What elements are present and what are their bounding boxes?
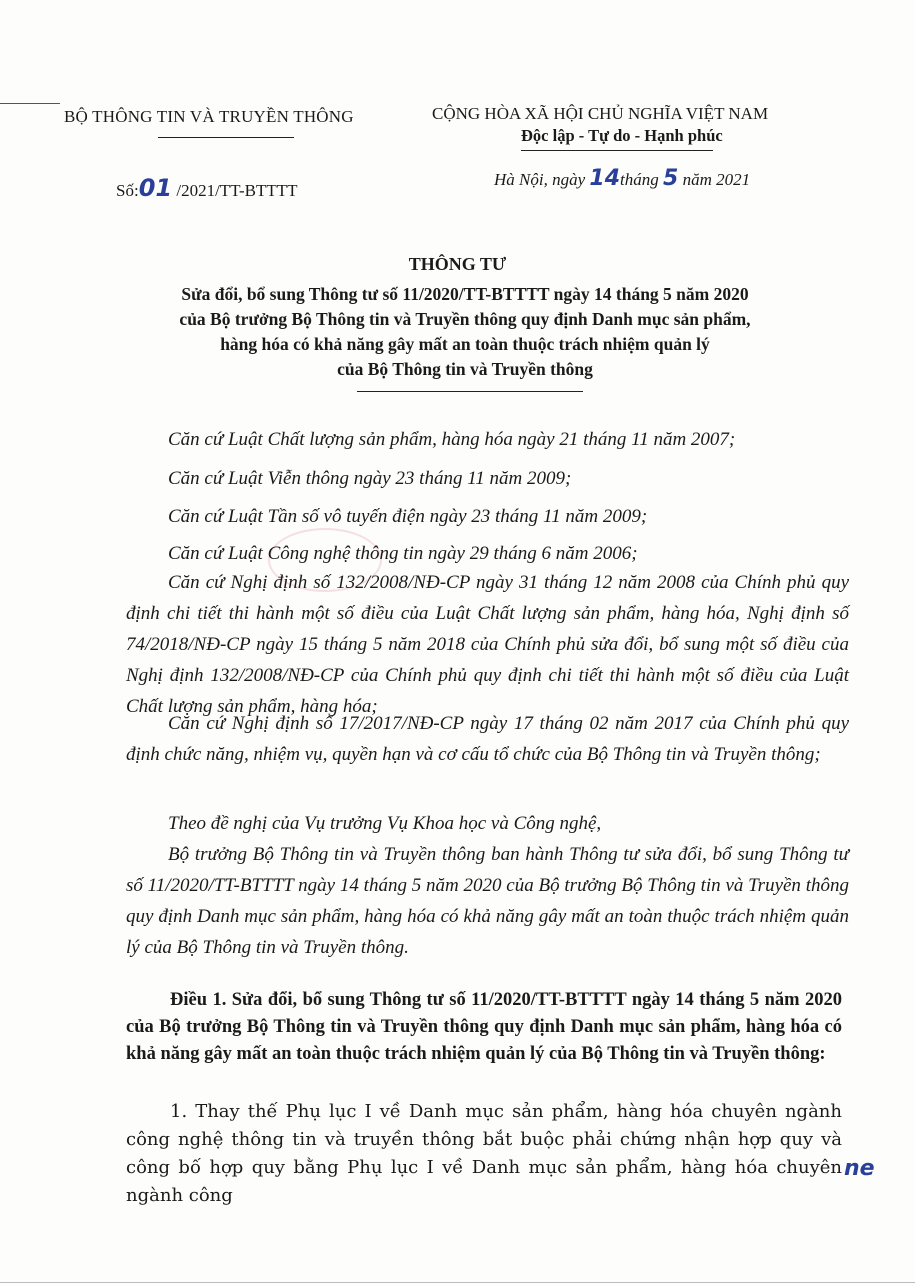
preamble-item: Căn cứ Nghị định số 132/2008/NĐ-CP ngày 31 tháng 12 năm 2008 của Chính phủ quy định chi tiết thi hành một số điều của Luật Chất lượng sản phẩm, hàng hóa, Nghị định số 74/2018/NĐ-CP ngày 15 tháng 5 năm 2018 của Chính phủ sửa đổi, bổ sung một số điều của Nghị định 132/2008/NĐ-CP của Chính phủ quy định chi tiết thi hành một số điều của Luật Chất lượng sản phẩm, hàng hóa; bbox=[126, 572, 849, 717]
preamble-item: Căn cứ Luật Chất lượng sản phẩm, hàng hóa ngày 21 tháng 11 năm 2007; bbox=[168, 429, 736, 450]
preamble-item: Căn cứ Luật Tần số vô tuyến điện ngày 23 tháng 11 năm 2009; bbox=[168, 506, 648, 527]
subject-line: của Bộ Thông tin và Truyền thông bbox=[337, 359, 593, 379]
document-type: THÔNG TƯ bbox=[408, 254, 507, 274]
article-1-heading: Điều 1. Sửa đổi, bổ sung Thông tư số 11/2020/TT-BTTTT ngày 14 tháng 5 năm 2020 của Bộ trưởng Bộ Thông tin và Truyền thông quy định Danh mục sản phẩm, hàng hóa có khả năng gây mất an toàn thuộc trách nhiệm quản lý của Bộ Thông tin và Truyền thông: bbox=[126, 990, 842, 1064]
motto-underline bbox=[521, 150, 713, 151]
document-subject bbox=[120, 282, 810, 382]
preamble-item: Căn cứ Luật Viễn thông ngày 23 tháng 11 năm 2009; bbox=[168, 468, 572, 489]
doc-number-suffix: /2021/TT-BTTTT bbox=[176, 181, 298, 200]
place-and-date bbox=[494, 166, 750, 191]
doc-number-handwritten: 01 bbox=[138, 174, 173, 202]
subject-line: của Bộ trưởng Bộ Thông tin và Truyền thông quy định Danh mục sản phẩm, bbox=[179, 309, 751, 329]
preamble-item: Căn cứ Luật Công nghệ thông tin ngày 29 tháng 6 năm 2006; bbox=[168, 543, 638, 564]
national-motto: Độc lập - Tự do - Hạnh phúc bbox=[521, 126, 723, 145]
issuing-agency: BỘ THÔNG TIN VÀ TRUYỀN THÔNG bbox=[64, 107, 354, 126]
preamble-item: Bộ trưởng Bộ Thông tin và Truyền thông ban hành Thông tư sửa đổi, bổ sung Thông tư số 11/2020/TT-BTTTT ngày 14 tháng 5 năm 2020 của Bộ trưởng Bộ Thông tin và Truyền thông quy định Danh mục sản phẩm, hàng hóa có khả năng gây mất an toàn thuộc trách nhiệm quản lý của Bộ Thông tin và Truyền thông. bbox=[126, 844, 849, 958]
document-number bbox=[116, 174, 298, 202]
article-1-clause-1: 1. Thay thế Phụ lục I về Danh mục sản phẩm, hàng hóa chuyên ngành công nghệ thông tin và truyền thông bắt buộc phải chứng nhận hợp quy và công bố hợp quy bằng Phụ lục I về Danh mục sản phẩm, hàng hóa chuyên ngành công bbox=[126, 1101, 842, 1206]
page-bottom-edge bbox=[0, 1282, 915, 1283]
place-date-prefix: Hà Nội, ngày bbox=[494, 170, 586, 189]
preamble-item: Căn cứ Nghị định số 17/2017/NĐ-CP ngày 17 tháng 02 năm 2017 của Chính phủ quy định chức năng, nhiệm vụ, quyền hạn và cơ cấu tổ chức của Bộ Thông tin và Truyền thông; bbox=[126, 713, 849, 765]
handwritten-initials: ne bbox=[844, 1156, 875, 1181]
day-handwritten: 14 bbox=[589, 166, 621, 191]
preamble-item: Theo đề nghị của Vụ trưởng Vụ Khoa học và Công nghệ, bbox=[168, 813, 602, 834]
agency-underline bbox=[158, 137, 294, 138]
year-text: năm 2021 bbox=[682, 170, 751, 189]
subject-line: Sửa đổi, bổ sung Thông tư số 11/2020/TT-BTTTT ngày 14 tháng 5 năm 2020 bbox=[181, 284, 749, 304]
month-handwritten: 5 bbox=[663, 166, 679, 191]
doc-number-prefix: Số: bbox=[116, 181, 139, 200]
subject-underline bbox=[357, 391, 583, 392]
month-label: tháng bbox=[620, 170, 659, 189]
subject-line: hàng hóa có khả năng gây mất an toàn thuộc trách nhiệm quản lý bbox=[220, 334, 710, 354]
scan-artifact-line bbox=[0, 103, 60, 104]
national-title: CỘNG HÒA XÃ HỘI CHỦ NGHĨA VIỆT NAM bbox=[432, 104, 769, 123]
